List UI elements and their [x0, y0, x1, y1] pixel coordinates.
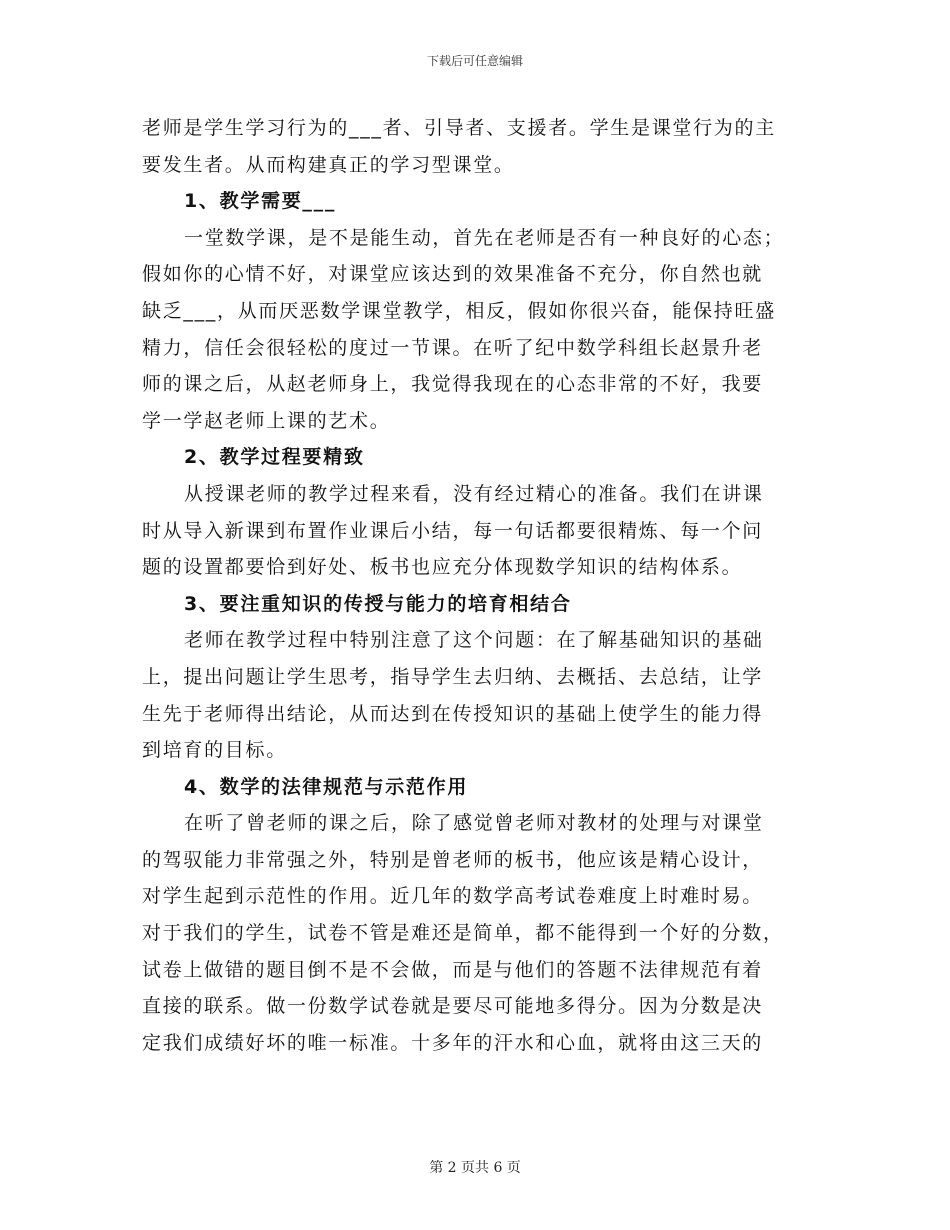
paragraph-line: 学一学赵老师上课的艺术。 — [142, 409, 391, 432]
paragraph-line: 师的课之后，从赵老师身上，我觉得我现在的心态非常的不好，我要 — [142, 373, 764, 396]
paragraph-line: 假如你的心情不好，对课堂应该达到的效果准备不充分，你自然也就 — [142, 263, 764, 286]
paragraph-line: 在听了曾老师的课之后，除了感觉曾老师对教材的处理与对课堂 — [184, 812, 764, 835]
paragraph-line: 要发生者。从而构建真正的学习型课堂。 — [142, 153, 515, 176]
paragraph-line: 上，提出问题让学生思考，指导学生去归纳、去概括、去总结，让学 — [142, 665, 764, 688]
paragraph-line: 精力，信任会很轻松的度过一节课。在听了纪中数学科组长赵景升老 — [142, 336, 764, 359]
header-note: 下载后可任意编辑 — [426, 54, 523, 68]
paragraph-line: 缺乏___，从而厌恶数学课堂教学，相反，假如你很兴奋，能保持旺盛 — [142, 299, 776, 322]
section-heading-3: 3、要注重知识的传授与能力的培育相结合 — [184, 592, 572, 615]
paragraph-line: 的驾驭能力非常强之外，特别是曾老师的板书，他应该是精心设计， — [142, 848, 764, 871]
paragraph-line: 题的设置都要恰到好处、板书也应充分体现数学知识的结构体系。 — [142, 556, 743, 579]
paragraph-line: 到培育的目标。 — [142, 739, 287, 762]
paragraph-line: 对于我们的学生，试卷不管是难还是简单，都不能得到一个好的分数， — [142, 922, 784, 945]
document-body — [142, 110, 814, 1061]
paragraph-line: 时从导入新课到布置作业课后小结，每一句话都要很精炼、每一个问 — [142, 519, 764, 542]
paragraph-line: 定我们成绩好坏的唯一标准。十多年的汗水和心血，就将由这三天的 — [142, 1031, 764, 1054]
section-heading-1: 1、教学需要___ — [184, 190, 337, 213]
paragraph-line: 老师在教学过程中特别注意了这个问题：在了解基础知识的基础 — [184, 629, 764, 652]
paragraph-line: 一堂数学课，是不是能生动，首先在老师是否有一种良好的心态； — [184, 226, 785, 249]
section-heading-2: 2、教学过程要精致 — [184, 446, 365, 469]
page-number: 第 2 页共 6 页 — [429, 1160, 521, 1176]
paragraph-line: 对学生起到示范性的作用。近几年的数学高考试卷难度上时难时易。 — [142, 885, 764, 908]
paragraph-line: 老师是学生学习行为的___者、引导者、支援者。学生是课堂行为的主 — [142, 117, 776, 139]
paragraph-line: 从授课老师的教学过程来看，没有经过精心的准备。我们在讲课 — [184, 482, 764, 505]
section-heading-4: 4、数学的法律规范与示范作用 — [184, 775, 469, 798]
paragraph-line: 生先于老师得出结论，从而达到在传授知识的基础上使学生的能力得 — [142, 702, 764, 725]
paragraph-line: 直接的联系。做一份数学试卷就是要尽可能地多得分。因为分数是决 — [142, 995, 764, 1018]
paragraph-line: 试卷上做错的题目倒不是不会做，而是与他们的答题不法律规范有着 — [142, 958, 764, 981]
